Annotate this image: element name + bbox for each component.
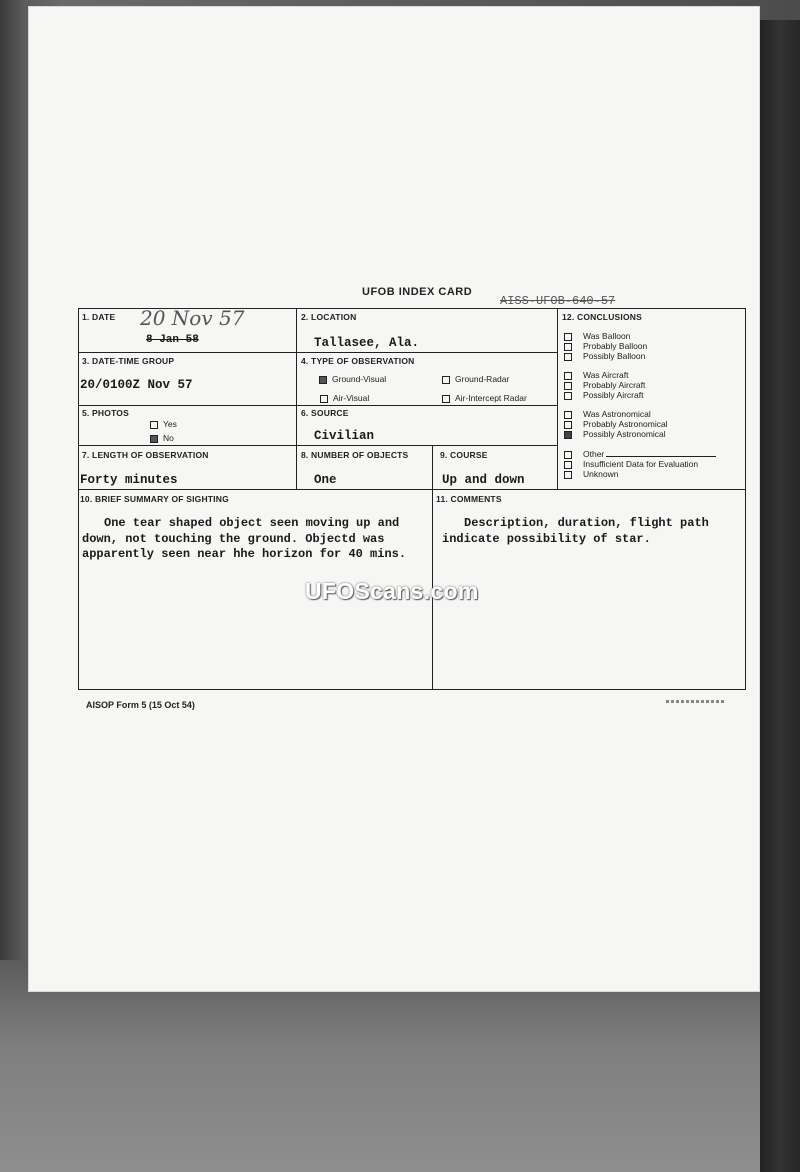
checkbox-icon	[150, 421, 158, 429]
comments-text	[442, 516, 709, 547]
source-value: Civilian	[314, 429, 375, 443]
option-photos-no: No	[150, 433, 174, 443]
summary-line: apparently seen near hhe horizon for 40 mins.	[82, 547, 407, 561]
checkbox-icon	[564, 343, 572, 351]
checkbox-icon	[564, 411, 572, 419]
photos-label: 5. PHOTOS	[82, 408, 129, 418]
comment-line: Description, duration, flight path	[464, 516, 709, 530]
conclusion-unknown: Unknown	[564, 469, 618, 479]
conclusion-possibly-balloon: Possibly Balloon	[564, 351, 645, 361]
checkbox-checked-icon	[564, 431, 572, 439]
rule	[78, 405, 558, 406]
date-time-group-label: 3. DATE-TIME GROUP	[82, 356, 175, 366]
checkbox-icon	[442, 395, 450, 403]
checkbox-icon	[564, 421, 572, 429]
brief-summary-label: 10. BRIEF SUMMARY OF SIGHTING	[80, 494, 229, 504]
checkbox-icon	[564, 353, 572, 361]
option-ground-visual: Ground-Visual	[319, 374, 386, 384]
rule	[296, 308, 297, 489]
conclusion-was-astronomical: Was Astronomical	[564, 409, 651, 419]
checkbox-icon	[564, 471, 572, 479]
checkbox-icon	[564, 461, 572, 469]
comments-label: 11. COMMENTS	[436, 494, 502, 504]
date-time-group-value: 20/0100Z Nov 57	[80, 378, 193, 392]
checkbox-icon	[564, 451, 572, 459]
conclusion-other: Other	[564, 449, 716, 459]
rule	[78, 489, 746, 490]
conclusion-probably-aircraft: Probably Aircraft	[564, 380, 645, 390]
rule	[557, 308, 558, 489]
conclusion-insufficient-data: Insufficient Data for Evaluation	[564, 459, 698, 469]
option-photos-yes: Yes	[150, 419, 177, 429]
form-id: AISOP Form 5 (15 Oct 54)	[86, 700, 195, 710]
card-title: UFOB INDEX CARD	[362, 286, 473, 298]
printer-mark	[666, 700, 726, 703]
conclusion-possibly-astronomical: Possibly Astronomical	[564, 429, 666, 439]
comment-line: indicate possibility of star.	[442, 531, 651, 546]
length-of-observation-label: 7. LENGTH OF OBSERVATION	[82, 450, 209, 460]
rule	[78, 445, 558, 446]
conclusion-possibly-aircraft: Possibly Aircraft	[564, 390, 643, 400]
date-struck-value: 8 Jan 58	[146, 334, 199, 346]
conclusion-was-balloon: Was Balloon	[564, 331, 630, 341]
conclusion-probably-balloon: Probably Balloon	[564, 341, 647, 351]
conclusion-was-aircraft: Was Aircraft	[564, 370, 629, 380]
date-handwritten: 20 Nov 57	[140, 306, 245, 330]
watermark: UFOScans.com	[305, 578, 479, 604]
course-value: Up and down	[442, 473, 525, 487]
date-label: 1. DATE	[82, 312, 116, 322]
course-label: 9. COURSE	[440, 450, 488, 460]
type-of-observation-label: 4. TYPE OF OBSERVATION	[301, 356, 415, 366]
summary-line: One tear shaped object seen moving up and	[104, 516, 400, 530]
brief-summary-text	[82, 516, 406, 563]
card-id: AISS-UFOB-640-57	[500, 294, 616, 308]
length-of-observation-value: Forty minutes	[80, 473, 178, 487]
location-value: Tallasee, Ala.	[314, 336, 420, 350]
source-label: 6. SOURCE	[301, 408, 349, 418]
checkbox-checked-icon	[319, 376, 327, 384]
rule	[78, 352, 558, 353]
conclusion-probably-astronomical: Probably Astronomical	[564, 419, 668, 429]
number-of-objects-value: One	[314, 473, 337, 487]
option-air-intercept-radar: Air-Intercept Radar	[442, 393, 527, 403]
option-ground-radar: Ground-Radar	[442, 374, 509, 384]
checkbox-checked-icon	[150, 435, 158, 443]
other-blank-line	[606, 456, 716, 457]
checkbox-icon	[320, 395, 328, 403]
rule	[432, 445, 433, 690]
checkbox-icon	[564, 392, 572, 400]
page-edge-shadow	[760, 20, 800, 1172]
number-of-objects-label: 8. NUMBER OF OBJECTS	[301, 450, 409, 460]
summary-line: down, not touching the ground. Objectd was	[82, 531, 385, 546]
conclusions-label: 12. CONCLUSIONS	[562, 312, 642, 322]
checkbox-icon	[442, 376, 450, 384]
checkbox-icon	[564, 382, 572, 390]
location-label: 2. LOCATION	[301, 312, 357, 322]
option-air-visual: Air-Visual	[320, 393, 369, 403]
checkbox-icon	[564, 372, 572, 380]
checkbox-icon	[564, 333, 572, 341]
